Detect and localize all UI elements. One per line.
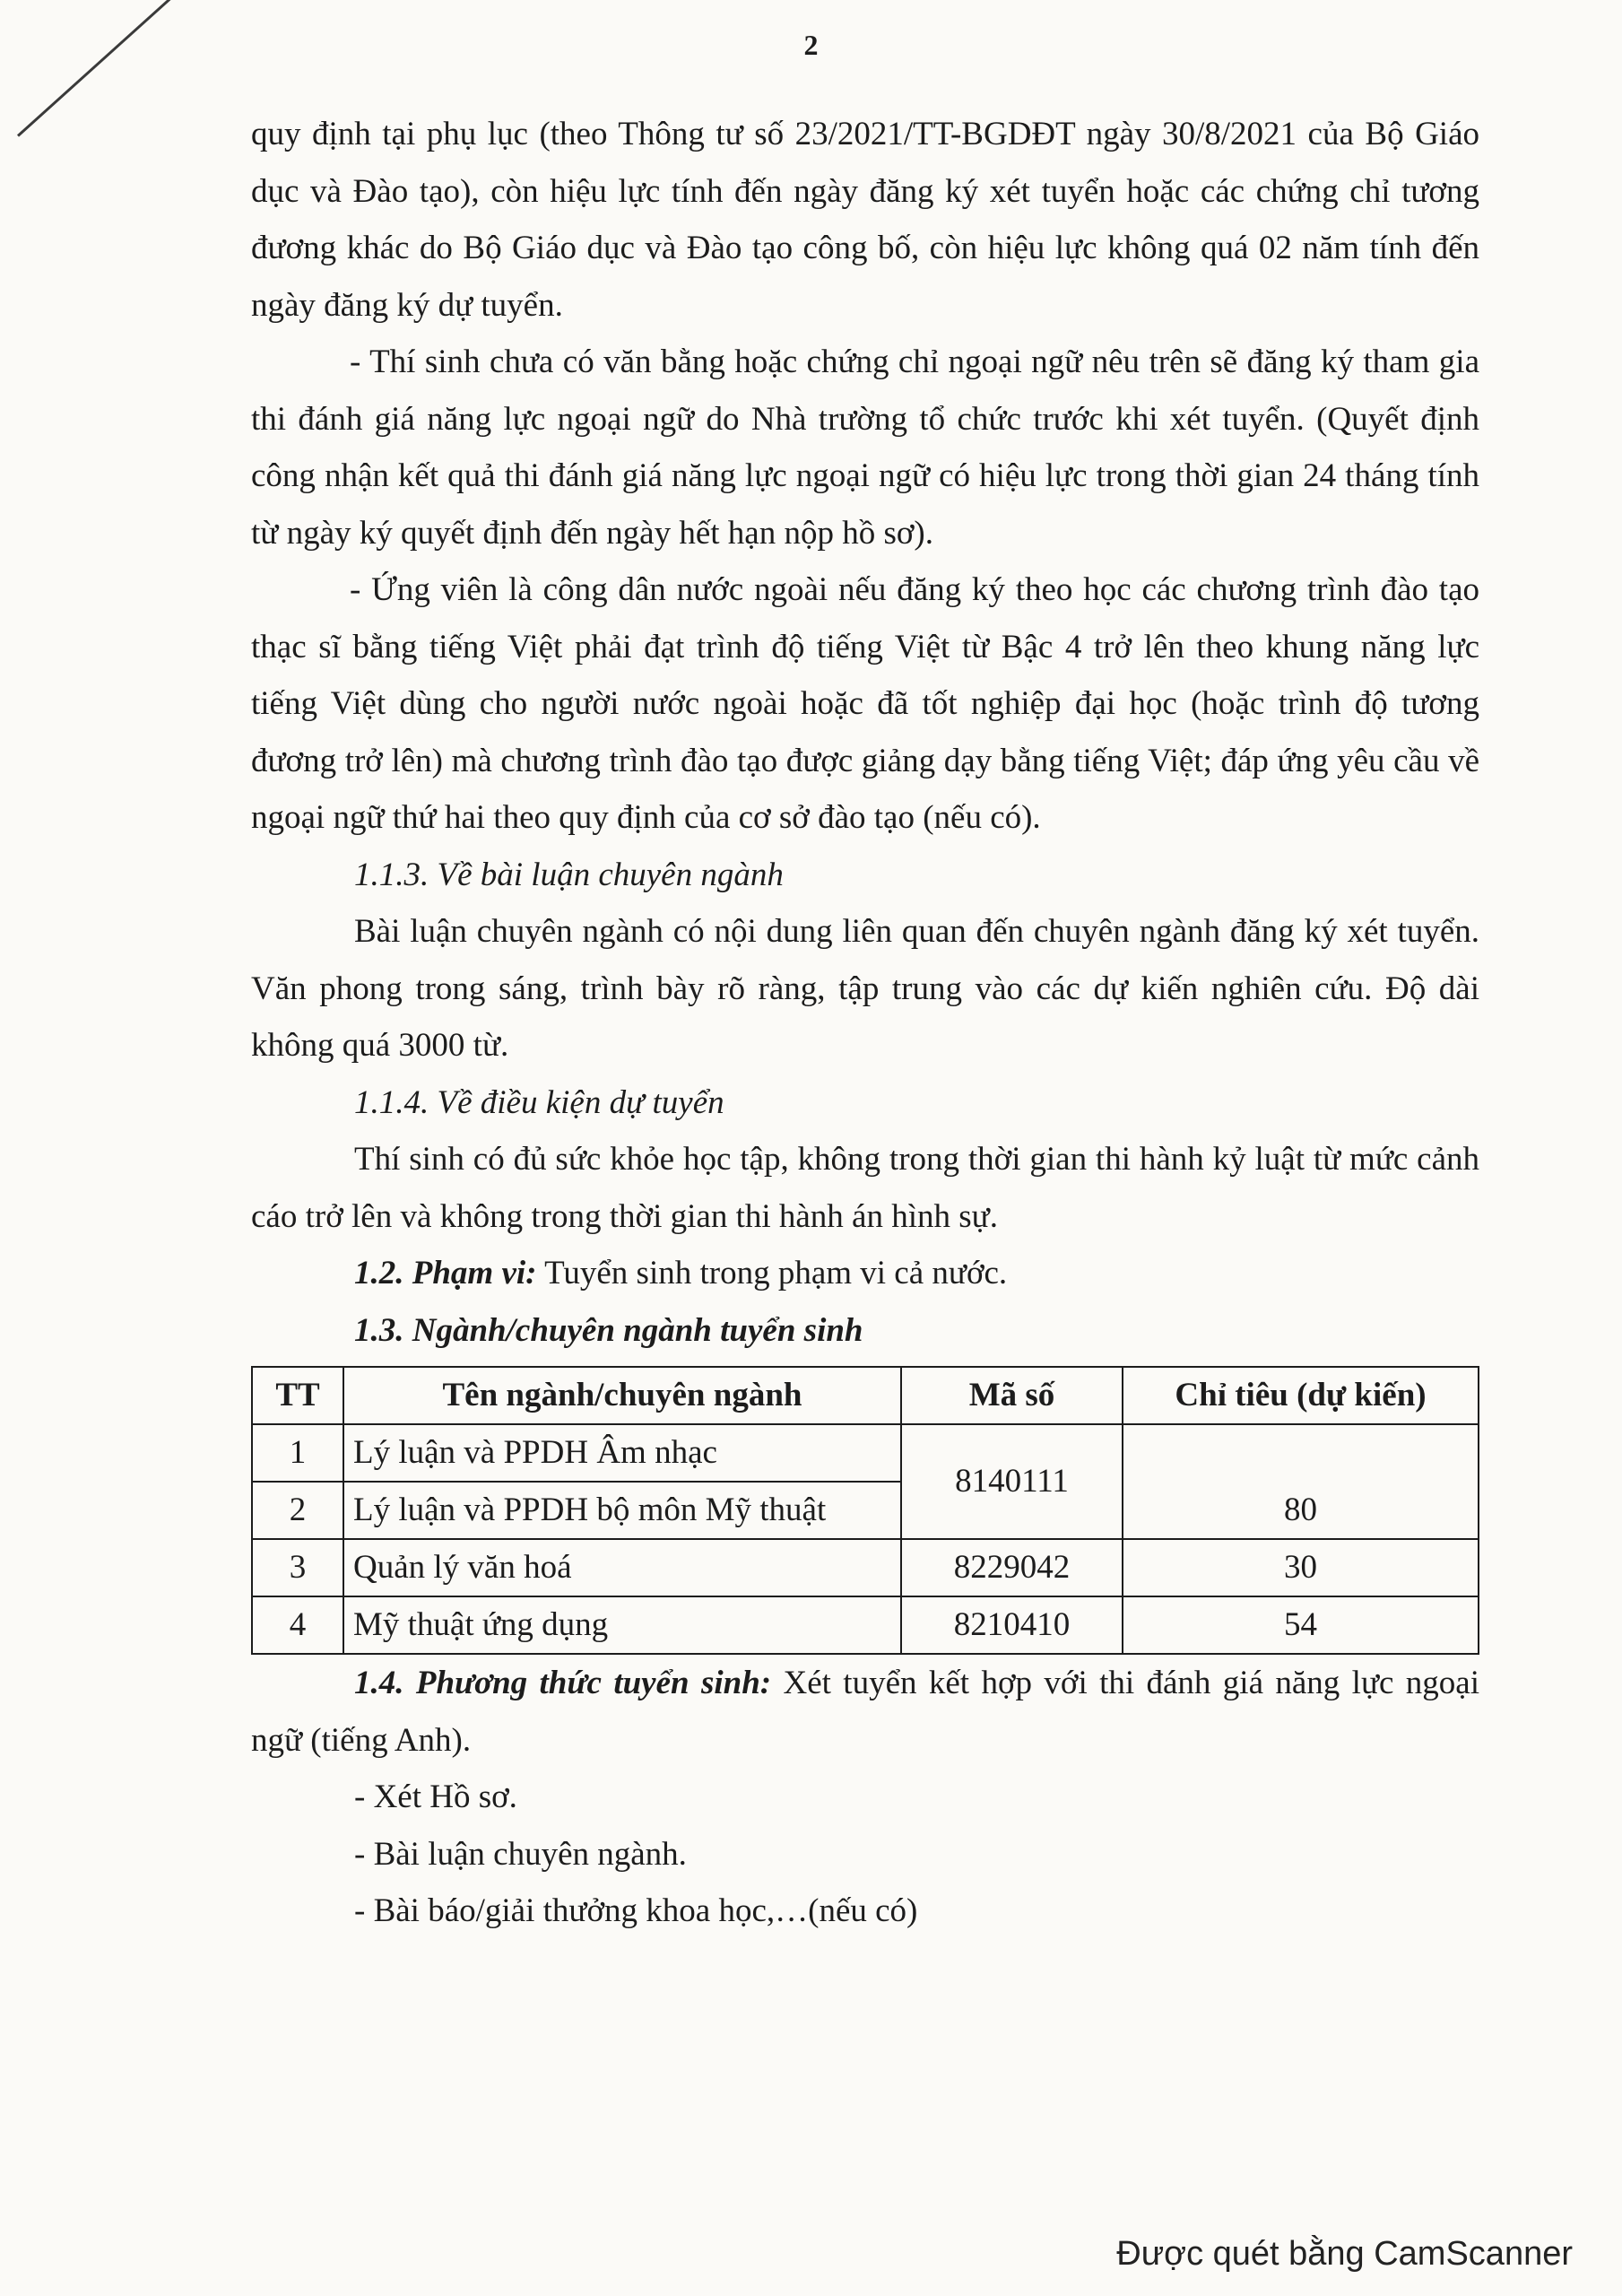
majors-table [251, 1366, 1479, 1655]
section-1-2-label: 1.2. Phạm vi: [354, 1255, 537, 1292]
table-row [252, 1596, 1479, 1654]
row-code: 8229042 [901, 1539, 1123, 1596]
section-1-2-text: Tuyển sinh trong phạm vi cả nước. [536, 1255, 1008, 1292]
header-code: Mã số [901, 1367, 1123, 1424]
table-row [252, 1424, 1479, 1482]
row-code: 8140111 [901, 1424, 1123, 1539]
heading-1-1-4: 1.1.4. Về điều kiện dự tuyển [354, 1083, 724, 1121]
paragraph-1: quy định tại phụ lục (theo Thông tư số 23/2021/TT-BGDĐT ngày 30/8/2021 của Bộ Giáo dục và Đào tạo), còn hiệu lực tính đến ngày đăng ký xét tuyển hoặc các chứng chỉ tương đương khác do Bộ Giáo dục và Đào tạo công bố, còn hiệu lực không quá 02 năm tính đến ngày đăng ký dự tuyển. [251, 116, 1479, 324]
row-code: 8210410 [901, 1596, 1123, 1654]
paragraph-2: - Thí sinh chưa có văn bằng hoặc chứng chỉ ngoại ngữ nêu trên sẽ đăng ký tham gia thi đánh giá năng lực ngoại ngữ do Nhà trường tổ chức trước khi xét tuyển. (Quyết định công nhận kết quả thi đánh giá năng lực ngoại ngữ có hiệu lực trong thời gian 24 tháng tính từ ngày ký quyết định đến ngày hết hạn nộp hồ sơ). [251, 344, 1479, 552]
paragraph-3: - Ứng viên là công dân nước ngoài nếu đăng ký theo học các chương trình đào tạo thạc sĩ bằng tiếng Việt phải đạt trình độ tiếng Việt từ Bậc 4 trở lên theo khung năng lực tiếng Việt dùng cho người nước ngoài hoặc đã tốt nghiệp đại học (hoặc trình độ tương đương trở lên) mà chương trình đào tạo được giảng dạy bằng tiếng Việt; đáp ứng yêu cầu về ngoại ngữ thứ hai theo quy định của cơ sở đào tạo (nếu có). [251, 571, 1479, 836]
header-tt: TT [252, 1367, 343, 1424]
section-1-2 [251, 1245, 1479, 1302]
list-item: - Bài báo/giải thưởng khoa học,…(nếu có) [354, 1892, 918, 1929]
section-1-4-text: Xét tuyển kết hợp với thi đánh giá năng lực ngoại ngữ (tiếng Anh). [251, 1665, 1479, 1759]
row-tt: 3 [252, 1539, 343, 1596]
list-item: - Bài luận chuyên ngành. [354, 1835, 687, 1873]
row-name: Lý luận và PPDH bộ môn Mỹ thuật [343, 1482, 901, 1539]
row-quota: 54 [1123, 1596, 1479, 1654]
paragraph-4: Bài luận chuyên ngành có nội dung liên quan đến chuyên ngành đăng ký xét tuyển. Văn phong trong sáng, trình bày rõ ràng, tập trung vào các dự kiến nghiên cứu. Độ dài không quá 3000 từ. [251, 913, 1479, 1064]
header-quota: Chỉ tiêu (dự kiến) [1123, 1367, 1479, 1424]
camscanner-watermark: Được quét bằng CamScanner [1116, 2235, 1573, 2273]
page-number: 2 [803, 29, 819, 61]
row-name: Mỹ thuật ứng dụng [343, 1596, 901, 1654]
row-name: Lý luận và PPDH Âm nhạc [343, 1424, 901, 1482]
list-item: - Xét Hồ sơ. [354, 1779, 517, 1815]
row-tt: 2 [252, 1482, 343, 1539]
paragraph-5: Thí sinh có đủ sức khỏe học tập, không trong thời gian thi hành kỷ luật từ mức cảnh cáo trở lên và không trong thời gian thi hành án hình sự. [251, 1141, 1479, 1235]
row-tt: 4 [252, 1596, 343, 1654]
table-row [252, 1539, 1479, 1596]
heading-1-1-3: 1.1.3. Về bài luận chuyên ngành [354, 856, 784, 893]
scan-corner-mark [17, 0, 172, 137]
row-name: Quản lý văn hoá [343, 1539, 901, 1596]
document-body [251, 106, 1479, 1940]
heading-1-3: 1.3. Ngành/chuyên ngành tuyển sinh [354, 1311, 863, 1349]
header-name: Tên ngành/chuyên ngành [343, 1367, 901, 1424]
section-1-4 [251, 1655, 1479, 1769]
row-quota: 80 [1123, 1424, 1479, 1539]
section-1-4-label: 1.4. Phương thức tuyển sinh: [354, 1665, 772, 1701]
table-header-row [252, 1367, 1479, 1424]
row-tt: 1 [252, 1424, 343, 1482]
row-quota: 30 [1123, 1539, 1479, 1596]
